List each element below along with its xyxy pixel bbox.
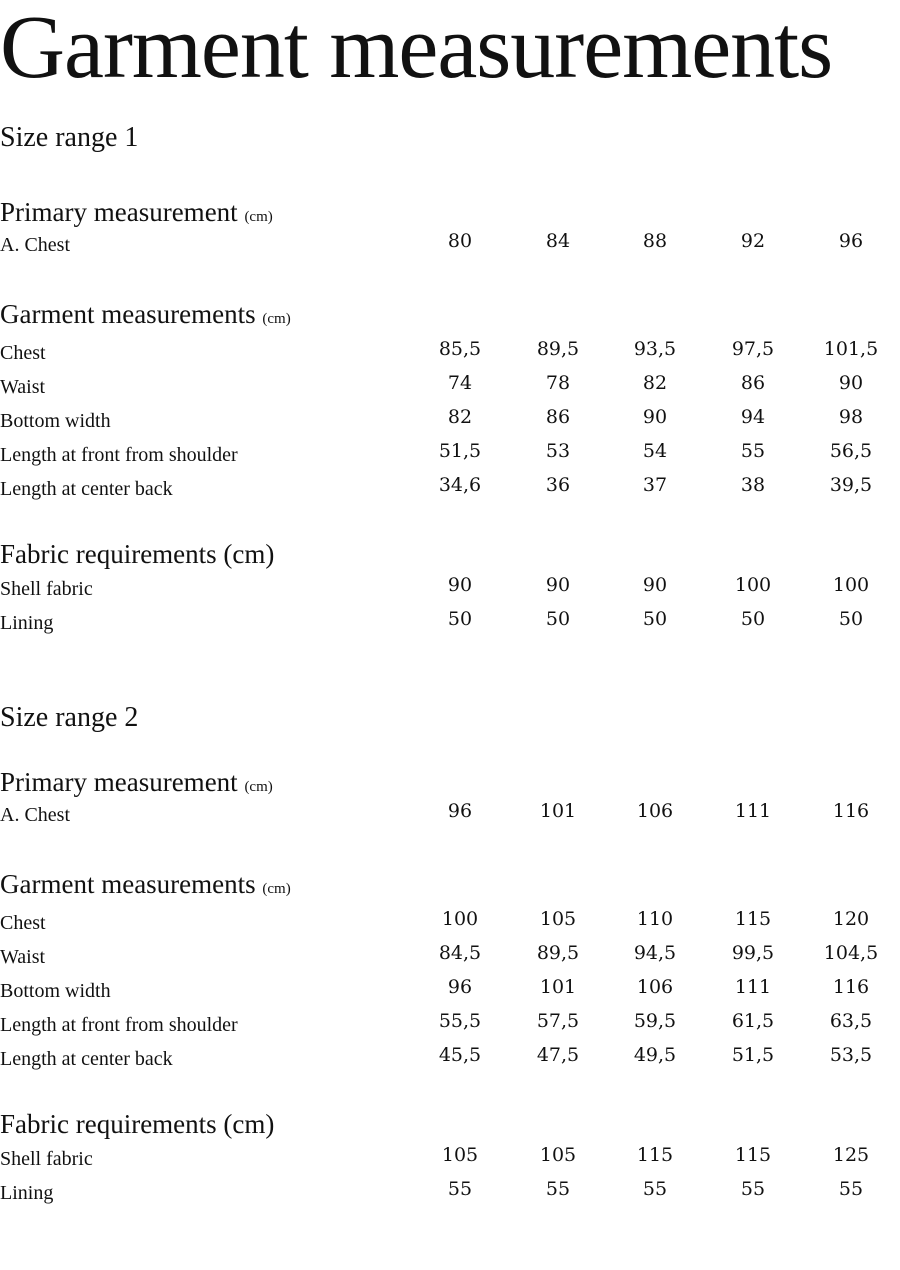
fabric-requirements-heading: Fabric requirements (cm) <box>0 1109 275 1139</box>
value-cell: 106 <box>636 976 674 998</box>
value-cell: 55 <box>740 440 766 462</box>
table-row <box>0 472 900 506</box>
value-cell: 96 <box>838 230 864 252</box>
row-label: Lining <box>0 1182 54 1204</box>
value-cell: 90 <box>545 574 571 596</box>
value-cell: 80 <box>447 230 473 252</box>
row-label: Length at center back <box>0 1048 173 1070</box>
row-label: Bottom width <box>0 410 111 432</box>
value-cell: 125 <box>832 1144 870 1166</box>
value-cell: 54 <box>642 440 668 462</box>
value-cell: 55 <box>838 1178 864 1200</box>
value-cell: 86 <box>740 372 766 394</box>
page-title: Garment measurements <box>0 0 833 97</box>
value-cell: 90 <box>642 574 668 596</box>
value-cell: 111 <box>734 976 772 998</box>
value-cell: 90 <box>838 372 864 394</box>
garment-measurements-heading <box>0 298 291 335</box>
value-cell: 115 <box>734 1144 772 1166</box>
table-row <box>0 906 900 940</box>
row-label: Length at front from shoulder <box>0 1014 238 1036</box>
row-label: Bottom width <box>0 980 111 1002</box>
value-cell: 115 <box>636 1144 674 1166</box>
value-cell: 55 <box>545 1178 571 1200</box>
table-row <box>0 370 900 404</box>
value-cell: 61,5 <box>731 1010 775 1032</box>
value-cell: 53 <box>545 440 571 462</box>
size-range-2-title: Size range 2 <box>0 702 139 733</box>
table-row <box>0 606 900 640</box>
value-cell: 105 <box>539 1144 577 1166</box>
value-cell: 55 <box>642 1178 668 1200</box>
row-label: A. Chest <box>0 804 70 826</box>
value-cell: 89,5 <box>536 338 580 360</box>
value-cell: 53,5 <box>829 1044 873 1066</box>
section-heading-text: Garment measurements <box>0 299 256 329</box>
unit-label: (cm) <box>262 311 291 327</box>
value-cell: 115 <box>734 908 772 930</box>
value-cell: 78 <box>545 372 571 394</box>
value-cell: 111 <box>734 800 772 822</box>
table-row <box>0 228 900 262</box>
value-cell: 94,5 <box>633 942 677 964</box>
value-cell: 93,5 <box>633 338 677 360</box>
row-label: Waist <box>0 946 46 968</box>
row-label: Chest <box>0 342 46 364</box>
value-cell: 96 <box>447 800 473 822</box>
value-cell: 50 <box>545 608 571 630</box>
section-heading-text: Primary measurement <box>0 197 238 227</box>
value-cell: 88 <box>642 230 668 252</box>
value-cell: 99,5 <box>731 942 775 964</box>
unit-label: (cm) <box>244 209 273 225</box>
row-label: Length at center back <box>0 478 173 500</box>
value-cell: 86 <box>545 406 571 428</box>
size-range-1-title: Size range 1 <box>0 122 139 153</box>
value-cell: 100 <box>734 574 772 596</box>
value-cell: 94 <box>740 406 766 428</box>
value-cell: 84 <box>545 230 571 252</box>
value-cell: 105 <box>539 908 577 930</box>
value-cell: 85,5 <box>438 338 482 360</box>
row-label: Length at front from shoulder <box>0 444 238 466</box>
table-row <box>0 336 900 370</box>
table-row <box>0 1176 900 1210</box>
value-cell: 92 <box>740 230 766 252</box>
value-cell: 89,5 <box>536 942 580 964</box>
value-cell: 97,5 <box>731 338 775 360</box>
table-row <box>0 1008 900 1042</box>
value-cell: 55 <box>447 1178 473 1200</box>
row-label: Chest <box>0 912 46 934</box>
value-cell: 105 <box>441 1144 479 1166</box>
value-cell: 50 <box>838 608 864 630</box>
value-cell: 55,5 <box>438 1010 482 1032</box>
value-cell: 101,5 <box>823 338 879 360</box>
value-cell: 49,5 <box>633 1044 677 1066</box>
value-cell: 36 <box>545 474 571 496</box>
fabric-requirements-heading: Fabric requirements (cm) <box>0 539 275 569</box>
value-cell: 98 <box>838 406 864 428</box>
value-cell: 51,5 <box>731 1044 775 1066</box>
value-cell: 47,5 <box>536 1044 580 1066</box>
value-cell: 110 <box>636 908 674 930</box>
value-cell: 50 <box>740 608 766 630</box>
value-cell: 90 <box>642 406 668 428</box>
table-row <box>0 1142 900 1176</box>
table-row <box>0 572 900 606</box>
value-cell: 34,6 <box>438 474 482 496</box>
garment-measurements-heading <box>0 868 291 905</box>
value-cell: 120 <box>832 908 870 930</box>
value-cell: 45,5 <box>438 1044 482 1066</box>
value-cell: 100 <box>441 908 479 930</box>
value-cell: 101 <box>539 800 577 822</box>
value-cell: 82 <box>642 372 668 394</box>
value-cell: 50 <box>447 608 473 630</box>
value-cell: 116 <box>832 976 870 998</box>
value-cell: 63,5 <box>829 1010 873 1032</box>
value-cell: 106 <box>636 800 674 822</box>
unit-label: (cm) <box>244 779 273 795</box>
table-row <box>0 438 900 472</box>
value-cell: 104,5 <box>823 942 879 964</box>
value-cell: 37 <box>642 474 668 496</box>
table-row <box>0 1042 900 1076</box>
value-cell: 39,5 <box>829 474 873 496</box>
table-row <box>0 974 900 1008</box>
row-label: Shell fabric <box>0 1148 93 1170</box>
value-cell: 82 <box>447 406 473 428</box>
value-cell: 100 <box>832 574 870 596</box>
table-row <box>0 404 900 438</box>
value-cell: 56,5 <box>829 440 873 462</box>
value-cell: 96 <box>447 976 473 998</box>
row-label: A. Chest <box>0 234 70 256</box>
value-cell: 55 <box>740 1178 766 1200</box>
value-cell: 116 <box>832 800 870 822</box>
row-label: Lining <box>0 612 54 634</box>
table-row <box>0 940 900 974</box>
value-cell: 51,5 <box>438 440 482 462</box>
value-cell: 50 <box>642 608 668 630</box>
section-heading-text: Primary measurement <box>0 767 238 797</box>
value-cell: 38 <box>740 474 766 496</box>
value-cell: 84,5 <box>438 942 482 964</box>
row-label: Waist <box>0 376 46 398</box>
unit-label: (cm) <box>262 881 291 897</box>
value-cell: 101 <box>539 976 577 998</box>
section-heading-text: Garment measurements <box>0 869 256 899</box>
value-cell: 90 <box>447 574 473 596</box>
row-label: Shell fabric <box>0 578 93 600</box>
value-cell: 59,5 <box>633 1010 677 1032</box>
value-cell: 74 <box>447 372 473 394</box>
table-row <box>0 798 900 832</box>
value-cell: 57,5 <box>536 1010 580 1032</box>
